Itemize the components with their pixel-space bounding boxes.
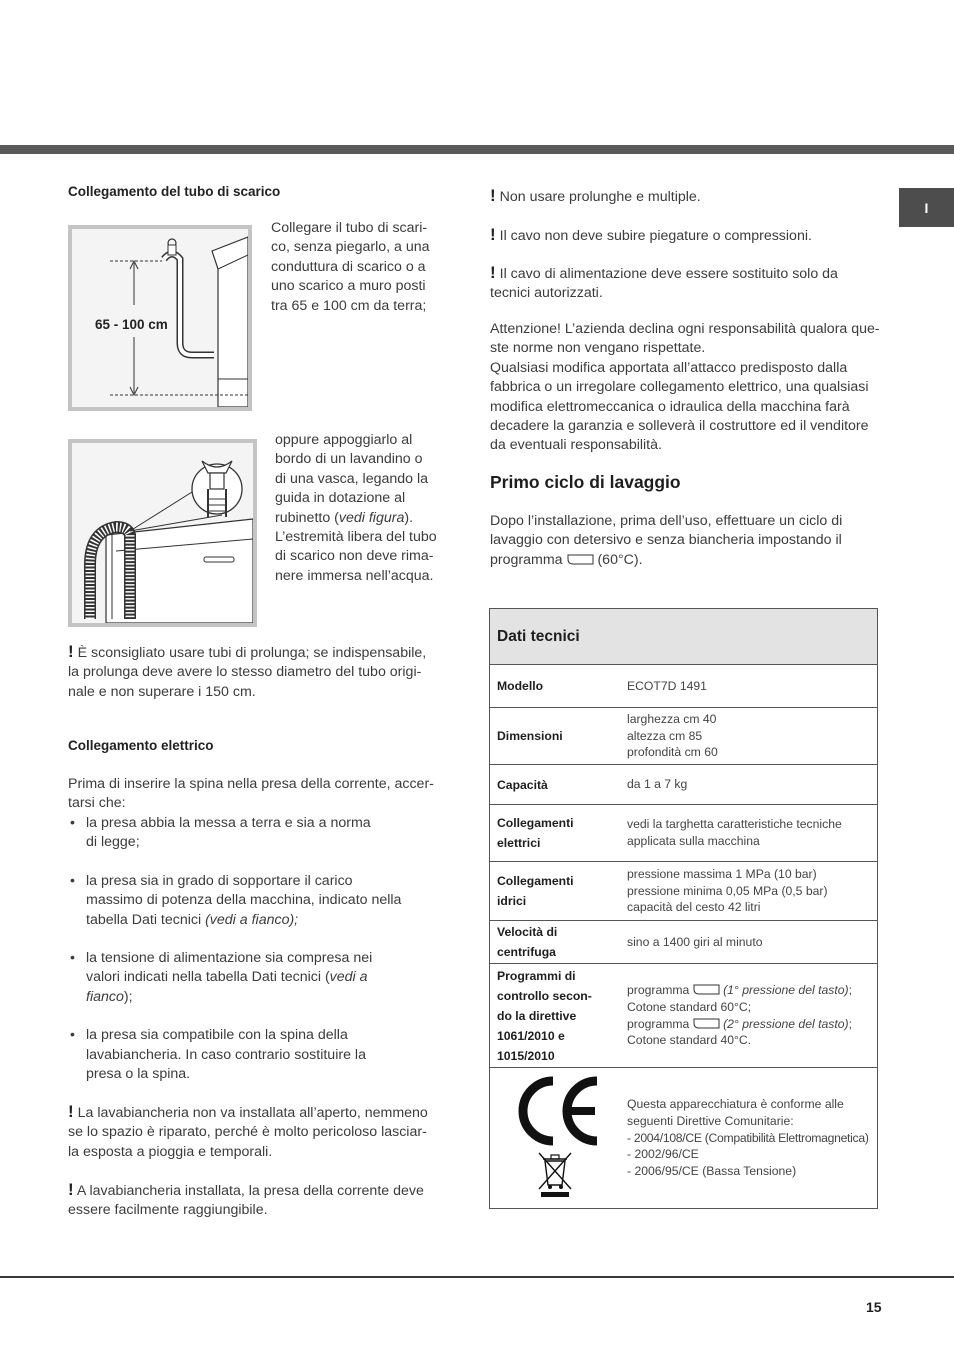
table-row-eco-programs: Programmi di controllo secon- do la direttive 1061/2010 e 1015/2010 programma (1° pressione del tasto); Cotone standard 60°C; programma (2° pressione del tasto); Cotone standard 40°C. — [490, 964, 878, 1068]
drain-title: Collegamento del tubo di scarico — [68, 184, 281, 199]
first-cycle-title: Primo ciclo di lavaggio — [490, 472, 681, 492]
table-row: Velocità di centrifuga sino a 1400 giri al minuto — [490, 921, 878, 964]
warning-icon: ! — [68, 642, 74, 661]
table-row: Dimensioni larghezza cm 40 altezza cm 85 profondità cm 60 — [490, 708, 878, 765]
warning-extensions: ! Non usare prolunghe e multiple. — [490, 186, 701, 205]
warning-icon: ! — [490, 263, 496, 282]
electrical-intro: Prima di inserire la spina nella presa della corrente, accer- tarsi che: — [68, 776, 434, 812]
bullet-load: • la presa sia in grado di sopportare il carico massimo di potenza della macchina, indicato nella tabella Dati tecnici (vedi a fianco); — [68, 872, 448, 930]
height-range-label: 65 - 100 cm — [95, 317, 168, 332]
warning-cable-bend: ! Il cavo non deve subire piegature o compressioni. — [490, 225, 812, 244]
cotton-program-icon — [567, 554, 594, 565]
warning-icon: ! — [68, 1102, 74, 1121]
first-cycle-text: Dopo l’installazione, prima dell’uso, effettuare un ciclo di lavaggio con detersivo e senza biancheria impostando il programma (60°C). — [490, 513, 843, 568]
tech-data-table — [489, 608, 878, 1209]
drain-sink-figure — [68, 439, 257, 627]
outdoor-warning: ! La lavabiancheria non va installata all’aperto, nemmeno se lo spazio è riparato, perché è molto pericoloso lasciar- la esposta a pioggia e temporali. — [68, 1102, 428, 1160]
page-number: 15 — [866, 1299, 882, 1315]
extension-warning: ! È sconsigliato usare tubi di prolunga; se indispensabile, la prolunga deve avere lo stesso diametro del tubo origi- nale e non superare i 150 cm. — [68, 642, 427, 700]
drain-sink-illustration — [72, 443, 253, 623]
reach-warning: ! A lavabiancheria installata, la presa della corrente deve essere facilmente raggiungibile. — [68, 1180, 424, 1219]
table-row: Modello ECOT7D 1491 — [490, 665, 878, 708]
drain-text-wall: Collegare il tubo di scari- co, senza piegarlo, a una conduttura di scarico o a uno scarico a muro posti tra 65 e 100 cm da terra; — [271, 220, 430, 314]
electrical-title: Collegamento elettrico — [68, 738, 214, 753]
bullet-voltage: • la tensione di alimentazione sia compresa nei valori indicati nella tabella Dati tecnici (vedi a fianco); — [68, 949, 448, 1007]
top-bar — [0, 145, 954, 154]
table-row-ce: Questa apparecchiatura è conforme alle seguenti Direttive Comunitarie: - 2004/108/CE (Compatibilità Elettromagnetica) - 2002/96/CE - 2006/95/CE (Bassa Tensione) — [490, 1068, 878, 1209]
liability-notice: Attenzione! L’azienda declina ogni responsabilità qualora que- ste norme non vengano rispettate. Qualsiasi modifica apportata all’attacco predisposto dalla fabbrica o un irregolare collegamento elettrico, una qualsiasi modifica elettromeccanica o idraulica della macchina farà decadere la garanzia e solleverà il costruttore ed il venditore da eventuali responsabilità. — [490, 321, 880, 454]
ce-mark-icon — [505, 1071, 605, 1199]
cotton-program-icon — [693, 1018, 720, 1029]
tech-table-title: Dati tecnici — [497, 627, 580, 645]
warning-icon: ! — [490, 225, 496, 244]
bottom-rule — [0, 1276, 954, 1278]
table-row: Collegamenti elettrici vedi la targhetta caratteristiche tecniche applicata sulla macchina — [490, 805, 878, 862]
language-tab: I — [899, 188, 954, 227]
bullet-plug: • la presa sia compatibile con la spina della lavabiancheria. In caso contrario sostituire la presa o la spina. — [68, 1026, 448, 1084]
warning-icon: ! — [68, 1180, 74, 1199]
drain-text-sink: oppure appoggiarlo al bordo di un lavandino o di una vasca, legando la guida in dotazione al rubinetto (vedi figura). L’estremità libera del tubo di scarico non deve rima- nere immersa nell’acqua. — [275, 432, 437, 584]
weee-bin-icon — [539, 1153, 571, 1197]
warning-icon: ! — [490, 186, 496, 205]
electrical-bullets — [68, 814, 448, 1084]
warning-cable-replace: ! Il cavo di alimentazione deve essere sostituito solo da tecnici autorizzati. — [490, 263, 838, 302]
table-row: Collegamenti idrici pressione massima 1 MPa (10 bar) pressione minima 0,05 MPa (0,5 bar) capacità del cesto 42 litri — [490, 862, 878, 921]
table-row: Capacità da 1 a 7 kg — [490, 765, 878, 805]
bullet-earthing: • la presa abbia la messa a terra e sia a norma di legge; — [68, 814, 448, 853]
cotton-program-icon — [693, 984, 720, 995]
